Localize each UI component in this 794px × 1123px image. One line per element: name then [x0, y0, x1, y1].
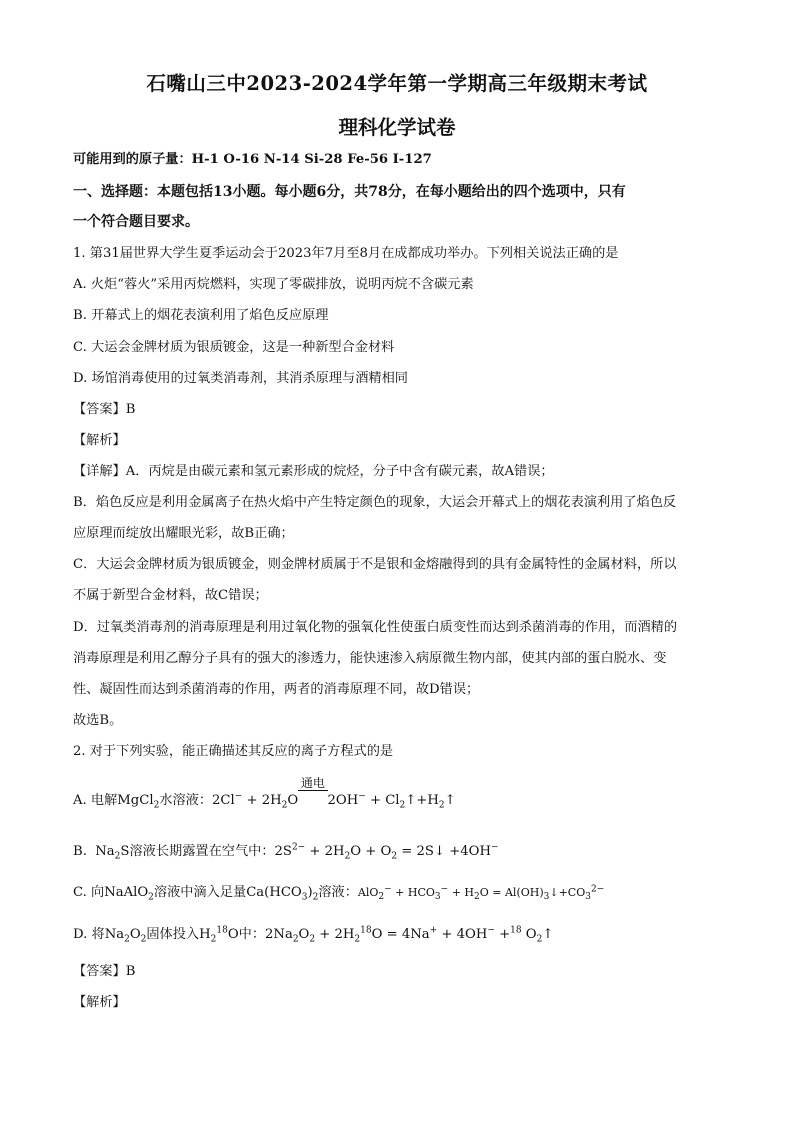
q2-c-prefix: C. 向	[73, 885, 105, 900]
q2-c-mid2: 溶液：	[318, 885, 358, 900]
q2-analysis-label: 【解析】	[73, 995, 126, 1010]
exam-subtitle: 理科化学试卷	[338, 116, 456, 139]
q2-option-d: D. 将$Na_2O_2$固体投入$H_2^{18}O$中：$2Na_2O_2 + 2H_2^{18}O = 4Na^+ + 4OH^- +^{18}$ $O_2↑$	[73, 925, 554, 945]
q1-option-b: B. 开幕式上的烟花表演利用了焰色反应原理	[73, 308, 329, 323]
q1-option-c: C. 大运会金牌材质为银质镀金，这是一种新型合金材料	[73, 340, 395, 355]
section-heading-line1: 一、选择题：本题包括13小题。每小题6分，共78分，在每小题给出的四个选项中，只有	[73, 184, 626, 200]
section-heading-line2: 一个符合题目要求。	[73, 214, 199, 230]
q2-option-a: A. 电解MgCl$_2$水溶液：$2Cl^- + 2H_2O$ 通电 $2OH^- + Cl_2↑+H_2↑$	[73, 776, 456, 811]
q2-d-mid: 固体投入	[146, 927, 200, 942]
q2-b-mid: 溶液长期露置在空气中：	[129, 844, 275, 859]
q1-detail-6: D．过氧类消毒剂的消毒原理是利用过氧化物的强氧化性使蛋白质变性而达到杀菌消毒的作用，而酒精的	[73, 620, 678, 635]
q1-detail-2: B．焰色反应是利用金属离子在热火焰中产生特定颜色的现象，大运会开幕式上的烟花表演利用了焰色反	[73, 495, 677, 510]
q2-a-prefix: A. 电解	[73, 793, 118, 808]
exam-title: 石嘴山三中2023-2024学年第一学期高三年级期末考试	[146, 72, 648, 95]
q1-option-a: A. 火炬“蓉火”采用丙烷燃料，实现了零碳排放，说明丙烷不含碳元素	[73, 277, 474, 292]
q2-option-b: B. $Na_2S$溶液长期露置在空气中：$2S^{2-} + 2H_2O + O_2$ = 2S↓ +4OH−	[73, 842, 499, 862]
q1-detail-1: 【详解】A．丙烷是由碳元素和氢元素形成的烷烃，分子中含有碳元素，故A错误；	[73, 464, 554, 479]
q1-detail-8: 性、凝固性而达到杀菌消毒的作用，两者的消毒原理不同，故D错误；	[73, 682, 480, 697]
q1-detail-4: C．大运会金牌材质为银质镀金，则金牌材质属于不是银和金熔融得到的具有金属特性的金属材料，所以	[73, 557, 677, 572]
q1-analysis-label: 【解析】	[73, 433, 126, 448]
q2-a-mid: 水溶液：	[159, 793, 213, 808]
q1-detail-3: 应原理而绽放出耀眼光彩，故B正确；	[73, 526, 294, 541]
q1-detail-7: 消毒原理是利用乙醇分子具有的强大的渗透力，能快速渗入病原微生物内部，使其内部的蛋白脱水、变	[73, 651, 667, 666]
electrolysis-condition: 通电	[298, 788, 327, 811]
q2-c-mid1: 溶液中滴入足量	[153, 885, 247, 900]
q2-b-prefix: B.	[73, 844, 92, 859]
q2-stem: 2. 对于下列实验，能正确描述其反应的离子方程式的是	[73, 744, 394, 759]
q1-conclusion: 故选B。	[73, 713, 123, 728]
q2-d-mid2: 中：	[238, 927, 266, 942]
q1-answer: 【答案】B	[73, 402, 136, 417]
q2-d-prefix: D. 将	[73, 927, 105, 942]
atomic-masses: 可能用到的原子量：H-1 O-16 N-14 Si-28 Fe-56 I-127	[73, 152, 432, 167]
q2-answer: 【答案】B	[73, 964, 136, 979]
q2-option-c: C. 向NaAlO$_2$溶液中滴入足量$Ca(HCO_3)_2$溶液：$AlO_2^- + HCO_3^- + H_2O$ = $Al(OH)_3↓+CO_3^{2-}$	[73, 884, 605, 903]
q1-detail-5: 不属于新型合金材料，故C错误；	[73, 588, 268, 603]
q1-option-d: D. 场馆消毒使用的过氧类消毒剂，其消杀原理与酒精相同	[73, 371, 408, 386]
q1-stem: 1. 第31届世界大学生夏季运动会于2023年7月至8月在成都成功举办。下列相关说法正确的是	[73, 246, 619, 261]
